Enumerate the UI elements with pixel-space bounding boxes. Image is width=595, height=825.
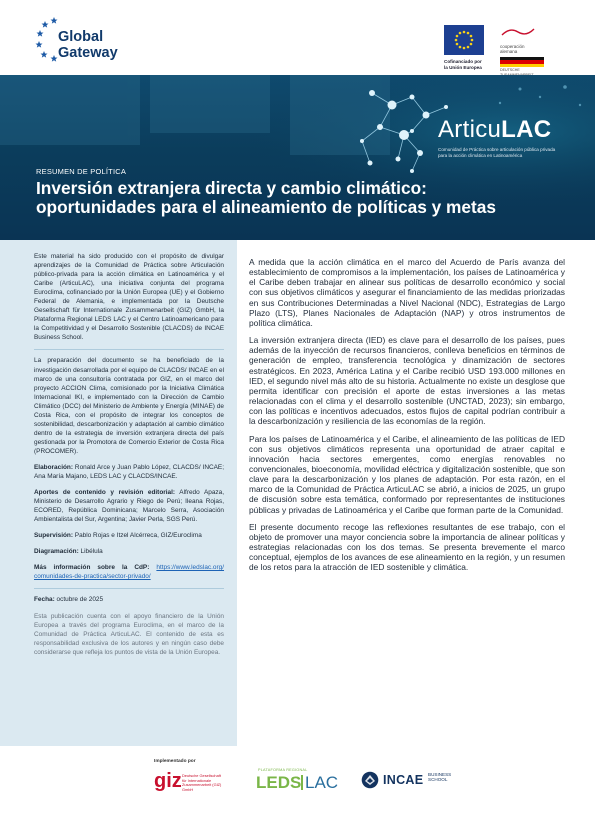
date-value: octubre de 2025 — [54, 596, 104, 604]
articulac-logo — [438, 116, 568, 159]
sidebar-research-note: La preparación del documento se ha beneficiado de la investigación desarrollada por el equipo de CLACDS/ INCAE en el marco de una consultoría contratada por GIZ, en el marco del proyecto ACCION Clima, comisionado por la Iniciativa Climática Internacional IKI, e implementado con la Dirección de Cambio Climático (DCC) del Ministerio de Ambiente y Energía (MINAE) de Costa Rica, con el propósito de integrar los conceptos de sostenibilidad, descarbonización y adaptación al cambio climático dentro de la estrategia de inversión extranjera directa del país gestionada por la Promotora de Comercio Exterior de Costa Rica (PROCOMER). — [34, 357, 224, 455]
articulac-subtitle-2: para la acción climática en Latinoamérica — [438, 153, 523, 158]
leds-wordmark: LEDS — [256, 773, 302, 792]
body-paragraph-3: Para los países de Latinoamérica y el Caribe, el alineamiento de las políticas de IED con sus objetivos climáticos representa una oportunidad de atraer capital e innovación hacia sectores emergentes, como energías renovables no convencionales, bioeconomía, movilidad eléctrica y digitalización sostenible, que son clave para la descarbonización y los planes de adaptación. Por esta razón, en el marco de la Comunidad de Práctica ArticuLAC se abrió, a inicios de 2025, un grupo de discusión sobre esta temática, conformado por representantes de instituciones públicas y privadas de Latinoamérica y el Caribe que forman parte de la Comunidad. — [249, 433, 565, 515]
more-info-label: Más información sobre la CdP: — [34, 564, 150, 572]
main-body — [249, 257, 565, 580]
de-caption-3: DEUTSCHE — [500, 68, 520, 72]
eu-disclaimer: Esta publicación cuenta con el apoyo financiero de la Unión Europea a través del programa Euroclima, en el marco de la Comunidad de Práctica ArticuLAC. El contenido de esta es responsabilidad exclusiva de los autores y en ningún caso debe considerarse que refleja los puntos de vista de la Unión Europea. — [34, 612, 224, 656]
credits-layout — [34, 547, 224, 556]
credits-elaboration — [34, 463, 224, 481]
lac-wordmark: LAC — [305, 773, 339, 792]
layout-value: Libélula — [78, 548, 103, 556]
sidebar-divider — [34, 349, 224, 350]
layout-label: Diagramación: — [34, 548, 79, 556]
credits-supervision — [34, 531, 224, 540]
credits-sidebar — [0, 240, 237, 746]
leds-divider-icon — [301, 775, 303, 790]
body-paragraph-1: A medida que la acción climática en el marco del Acuerdo de París avanza del establecimiento de compromisos a la implementación, los países de Latinoamérica y el Caribe deben trabajar en alinear sus políticas de desarrollo económico y social con sus objetivos climáticos y asegurar el financiamiento de las medidas priorizadas en sus Contribuciones Determinadas a Nivel Nacional (NDC), Estrategias de Largo Plazo (LTS), Planes Nacionales de Adaptación (NAP) y otros instrumentos de política climática. — [249, 257, 565, 328]
articulac-subtitle-1: Comunidad de Práctica sobre articulación pública privada — [438, 147, 556, 152]
brand-line-1: Global — [58, 29, 104, 45]
credits-date — [34, 595, 224, 604]
credits-more-info — [34, 563, 224, 581]
title-line-2: oportunidades para el alineamiento de políticas y metas — [36, 197, 497, 217]
articulac-word-bold: LAC — [501, 116, 552, 143]
contributions-value: Alfredo Apaza, Ministerio de Desarrollo Agrario y Riego de Perú; Ileana Rojas, ECORED, República Dominicana; Marcelo Serra, Asociación Ambientalista del Sur, Argentina; Javier Perla, SGS Perú. — [34, 489, 224, 524]
incae-emblem-icon — [361, 771, 379, 789]
de-caption-2: alemana — [500, 49, 518, 54]
cooperation-swirl-icon — [500, 26, 536, 38]
de-caption-1: cooperación — [500, 44, 525, 49]
giz-full-name: Deutsche Gesellschaft für Internationale Zusammenarbeit (GIZ) GmbH — [182, 773, 222, 792]
sidebar-intro: Este material ha sido producido con el propósito de divulgar aprendizajes de la Comunidad de Práctica sobre Articulación público-privada para la acción climática en Latinoamérica y el Caribe (ArticuLAC), una iniciativa conjunta del programa Euroclima, cofinanciado por la Unión Europea (UE) y el Gobierno Federal de Alemania, e implementada por la Deutsche Gesellschaft für Internationale Zusammenarbeit (GIZ) GmbH, la Plataforma Regional LEDS LAC y el Centro Latinoamericano para la Competitividad y el Desarrollo Sostenible (CLACDS) de INCAE Business School. — [34, 253, 224, 342]
supervision-value: Pablo Rojas e Itzel Alcérreca, GIZ/Euroclima — [73, 532, 202, 540]
implemented-by-label: Implementado por — [154, 759, 196, 764]
elaboration-value: Ronald Arce y Juan Pablo López, CLACDS/ INCAE; Ana María Majano, LEDS LAC y CLACDS/INCAE. — [34, 463, 224, 481]
incae-wordmark: INCAE — [383, 773, 424, 787]
eu-caption-2: la Unión Europea — [444, 64, 482, 70]
contributions-label: Aportes de contenido y revisión editorial: — [34, 489, 176, 497]
eu-cofinancing-logo — [444, 25, 490, 70]
eu-caption-1: Cofinanciado por — [444, 59, 482, 64]
date-label: Fecha: — [34, 596, 55, 604]
title-line-1: Inversión extranjera directa y cambio climático: — [36, 178, 427, 198]
page-title — [36, 179, 576, 217]
incae-logo — [361, 768, 451, 794]
document-type-label: RESUMEN DE POLÍTICA — [36, 167, 127, 176]
german-cooperation-logo — [500, 25, 550, 78]
leds-lac-logo — [256, 768, 340, 794]
supervision-label: Supervisión: — [34, 532, 73, 540]
articulac-word-light: Articu — [438, 116, 502, 143]
incae-sub-2: SCHOOL — [428, 777, 448, 782]
body-paragraph-4: El presente documento recoge las reflexiones resultantes de ese trabajo, con el objeto de promover una mayor conciencia sobre la importancia de alinear políticas y estrategias relacionadas con los dos temas. Se presenta brevemente el marco conceptual, ejemplos de los avances de ese alineamiento en la región, y un resumen de los retos para la atracción de IED sostenible y climática. — [249, 521, 565, 573]
brand-line-2: Gateway — [58, 45, 118, 61]
sidebar-divider-2 — [34, 588, 224, 589]
body-paragraph-2: La inversión extranjera directa (IED) es clave para el desarrollo de los países, pues además de la inyección de recursos financieros, conlleva beneficios en términos de generación de empleo, transferencia tecnológica y dinamización de sectores estratégicos. En 2023, América Latina y el Caribe recibió USD 193.000 millones en IED, el segundo nivel más alto de su historia. Actualmente no existe un desglose que permita identificar con precisión el aporte de estas inversiones a las metas relacionadas con el clima y el desarrollo sostenible (UNCTAD, 2023); sin embargo, con las políticas e incentivos adecuados, estos flujos de capital podrían contribuir a la descarbonización y resiliencia de las economías de la región. — [249, 335, 565, 427]
credits-contributions — [34, 488, 224, 524]
giz-logo — [154, 770, 224, 794]
community-link[interactable]: https://www.ledslac.org/ comunidades-de-practica/sector-privado/ — [34, 564, 225, 581]
eu-flag-icon — [444, 25, 484, 55]
global-gateway-wordmark — [58, 29, 118, 61]
leds-platform-label: PLATAFORMA REGIONAL — [258, 768, 308, 772]
german-flag-icon — [500, 57, 544, 67]
incae-sub-1: BUSINESS — [428, 772, 452, 777]
giz-wordmark: giz — [154, 770, 182, 792]
hero-banner — [0, 75, 595, 240]
elaboration-label: Elaboración: — [34, 463, 73, 471]
incae-subtitle — [428, 772, 451, 782]
